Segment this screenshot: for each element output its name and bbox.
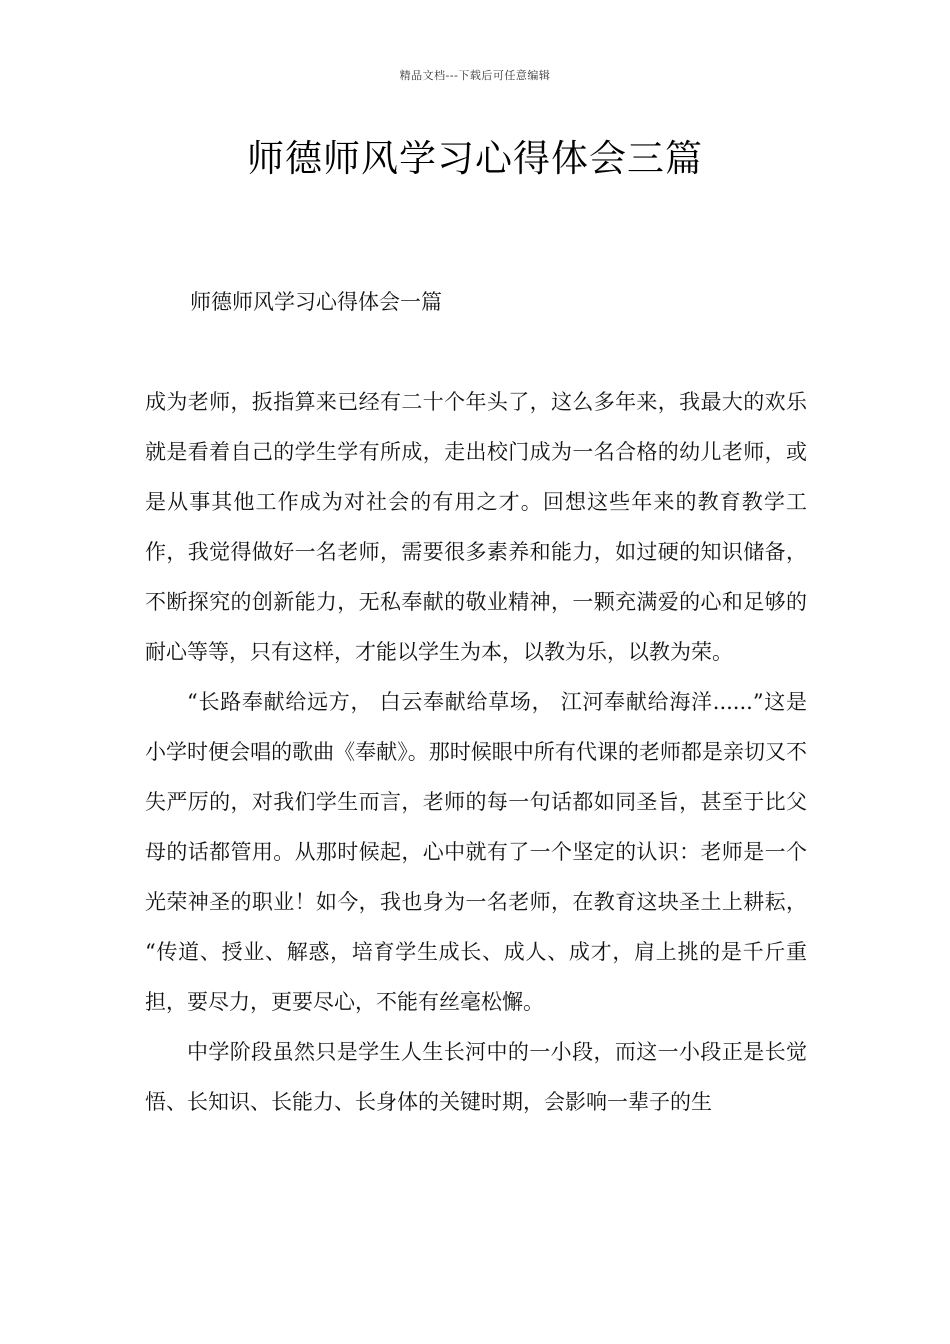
- paragraph-2: “长路奉献给远方， 白云奉献给草场， 江河奉献给海洋......”这是小学时便会唱的歌曲《奉献》。那时候眼中所有代课的老师都是亲切又不失严厉的，对我们学生而言，老师的每一句话都如同圣旨，甚至于比父母的话都管用。从那时候起，心中就有了一个坚定的认识：老师是一个光荣神圣的职业！如今，我也身为一名老师，在教育这块圣土上耕耘， “传道、授业、解惑，培育学生成长、成人、成才，肩上挑的是千斤重担，要尽力，更要尽心，不能有丝毫松懈。: [145, 690, 807, 1014]
- paragraph-3: 中学阶段虽然只是学生人生长河中的一小段，而这一小段正是长觉悟、长知识、长能力、长身体的关键时期，会影响一辈子的生: [145, 1040, 807, 1114]
- section-heading: 师德师风学习心得体会一篇: [190, 290, 442, 314]
- header-note: 精品文档---下载后可任意编辑: [399, 69, 551, 82]
- paragraph-1: 成为老师，扳指算来已经有二十个年头了，这么多年来，我最大的欢乐就是看着自己的学生学有所成，走出校门成为一名合格的幼儿老师，或是从事其他工作成为对社会的有用之才。回想这些年来的教育教学工作，我觉得做好一名老师，需要很多素养和能力，如过硬的知识储备，不断探究的创新能力，无私奉献的敬业精神，一颗充满爱的心和足够的耐心等等，只有这样，才能以学生为本，以教为乐，以教为荣。: [145, 390, 807, 664]
- document-title: 师德师风学习心得体会三篇: [247, 137, 703, 180]
- document-body: [145, 377, 807, 1127]
